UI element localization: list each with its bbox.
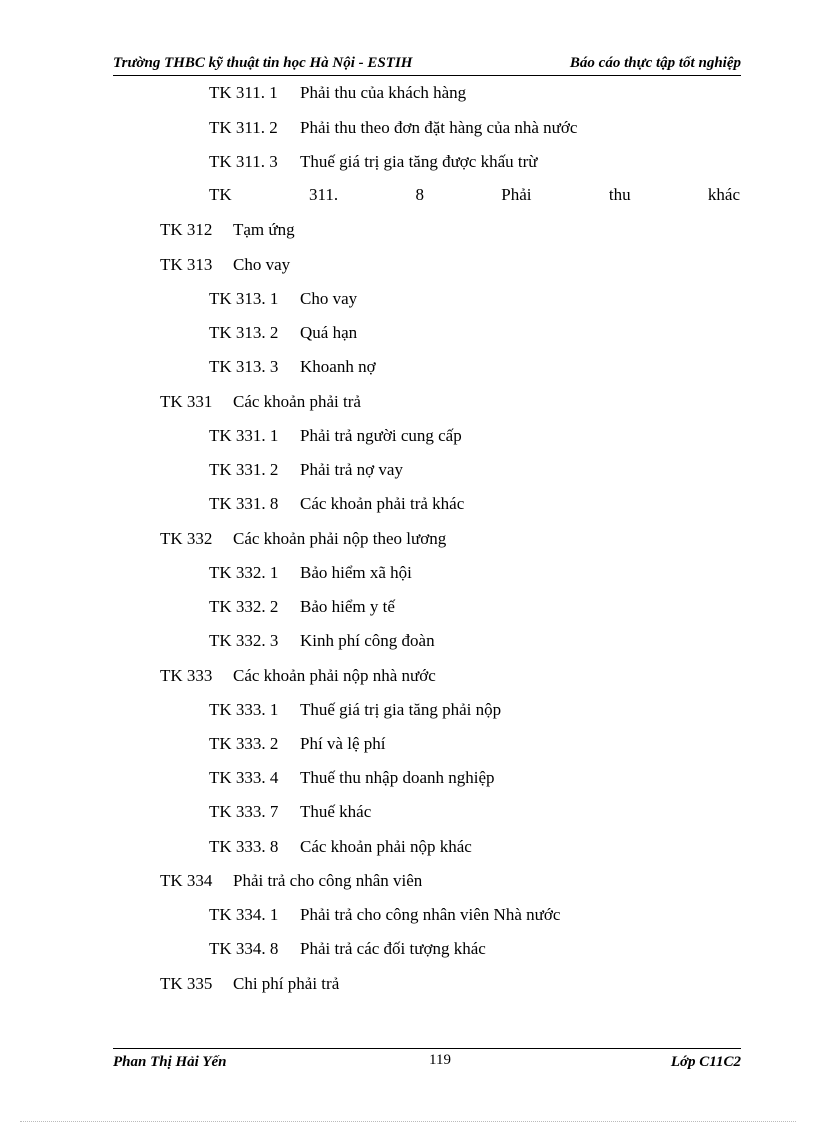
list-item xyxy=(209,494,464,514)
account-code: TK 313. 2 xyxy=(209,323,279,342)
account-code: TK 311. 1 xyxy=(209,83,278,102)
list-item xyxy=(209,700,501,720)
account-code: TK 334. 8 xyxy=(209,939,279,958)
account-label: Phải trả cho công nhân viên Nhà nước xyxy=(300,905,561,924)
account-code: TK 332 xyxy=(160,529,213,548)
account-code: TK 333. 4 xyxy=(209,768,279,787)
account-label: Khoanh nợ xyxy=(300,357,376,376)
justified-word: Phải xyxy=(501,185,532,204)
account-code: TK 331. 1 xyxy=(209,426,279,445)
account-label: Các khoản phải nộp theo lương xyxy=(233,529,447,548)
footer-class: Lớp C11C2 xyxy=(670,1054,741,1070)
account-code: TK 331. 8 xyxy=(209,494,279,513)
justified-word: 8 xyxy=(415,185,424,204)
account-code: TK 335 xyxy=(160,974,213,993)
account-code: TK 313. 1 xyxy=(209,289,279,308)
account-label: Thuế giá trị gia tăng được khấu trừ xyxy=(300,152,538,171)
page-number: 119 xyxy=(429,1052,451,1068)
account-code: TK 332. 2 xyxy=(209,597,279,616)
list-item-justified xyxy=(209,185,740,205)
account-label: Phải trả người cung cấp xyxy=(300,426,462,445)
account-code: TK 311. 2 xyxy=(209,118,278,137)
account-label: Quá hạn xyxy=(300,323,358,342)
account-label: Phải trả các đối tượng khác xyxy=(300,939,486,958)
account-label: Tạm ứng xyxy=(233,220,295,239)
list-item xyxy=(209,563,412,583)
list-item xyxy=(209,837,472,857)
list-item xyxy=(209,289,357,309)
account-label: Phải thu của khách hàng xyxy=(300,83,467,102)
account-code: TK 331 xyxy=(160,392,213,411)
page-header xyxy=(113,53,741,75)
account-label: Các khoản phải nộp nhà nước xyxy=(233,666,436,685)
account-code: TK 334. 1 xyxy=(209,905,279,924)
footer-author: Phan Thị Hải Yến xyxy=(113,1054,227,1070)
account-label: Bảo hiểm y tế xyxy=(300,597,395,616)
footer-rule xyxy=(113,1048,741,1049)
list-item xyxy=(209,323,357,343)
list-item xyxy=(209,597,395,617)
account-code: TK 311. 3 xyxy=(209,152,278,171)
account-code: TK 331. 2 xyxy=(209,460,279,479)
account-label: Cho vay xyxy=(233,255,291,274)
list-item xyxy=(209,802,371,822)
account-code: TK 313. 3 xyxy=(209,357,279,376)
account-label: Phải trả cho công nhân viên xyxy=(233,871,423,890)
justified-word: 311. xyxy=(309,185,339,204)
account-code: TK 333. 7 xyxy=(209,802,279,821)
account-label: Các khoản phải nộp khác xyxy=(300,837,472,856)
account-label: Kinh phí công đoàn xyxy=(300,631,435,650)
account-label: Phí và lệ phí xyxy=(300,734,386,753)
account-label: Chi phí phải trả xyxy=(233,974,340,993)
account-code: TK 313 xyxy=(160,255,213,274)
account-label: Các khoản phải trả xyxy=(233,392,361,411)
list-item xyxy=(160,392,361,412)
header-school: Trường THBC kỹ thuật tin học Hà Nội - ESTIH xyxy=(113,55,413,71)
list-item xyxy=(209,905,560,925)
header-report-title: Báo cáo thực tập tốt nghiệp xyxy=(569,55,741,71)
list-item xyxy=(160,255,290,275)
list-item xyxy=(209,734,385,754)
list-item xyxy=(209,460,403,480)
account-code: TK 332. 3 xyxy=(209,631,279,650)
list-item xyxy=(209,83,466,103)
page-bottom-border xyxy=(20,1121,796,1122)
account-label: Cho vay xyxy=(300,289,358,308)
account-code: TK 333. 1 xyxy=(209,700,279,719)
list-item xyxy=(209,939,486,959)
list-item xyxy=(209,426,462,446)
list-item xyxy=(209,631,435,651)
list-item xyxy=(160,974,339,994)
account-code: TK 334 xyxy=(160,871,213,890)
list-item xyxy=(160,871,422,891)
list-item xyxy=(160,220,295,240)
header-rule xyxy=(113,75,741,76)
account-label: Phải thu theo đơn đặt hàng của nhà nước xyxy=(300,118,578,137)
account-label: Bảo hiểm xã hội xyxy=(300,563,412,582)
page-footer xyxy=(113,1052,741,1074)
justified-word: TK xyxy=(209,185,232,204)
list-item xyxy=(160,529,446,549)
list-item xyxy=(209,118,577,138)
account-label: Thuế giá trị gia tăng phải nộp xyxy=(300,700,502,719)
justified-word: khác xyxy=(707,185,740,204)
account-code: TK 333. 8 xyxy=(209,837,279,856)
account-label: Thuế khác xyxy=(300,802,372,821)
justified-word: thu xyxy=(608,185,631,204)
list-item xyxy=(209,152,538,172)
account-label: Các khoản phải trả khác xyxy=(300,494,465,513)
account-code: TK 333. 2 xyxy=(209,734,279,753)
account-label: Thuế thu nhập doanh nghiệp xyxy=(300,768,495,787)
list-item xyxy=(209,357,376,377)
list-item xyxy=(160,666,436,686)
account-code: TK 332. 1 xyxy=(209,563,279,582)
list-item xyxy=(209,768,495,788)
account-code: TK 312 xyxy=(160,220,213,239)
account-label: Phải trả nợ vay xyxy=(300,460,403,479)
account-code: TK 333 xyxy=(160,666,213,685)
